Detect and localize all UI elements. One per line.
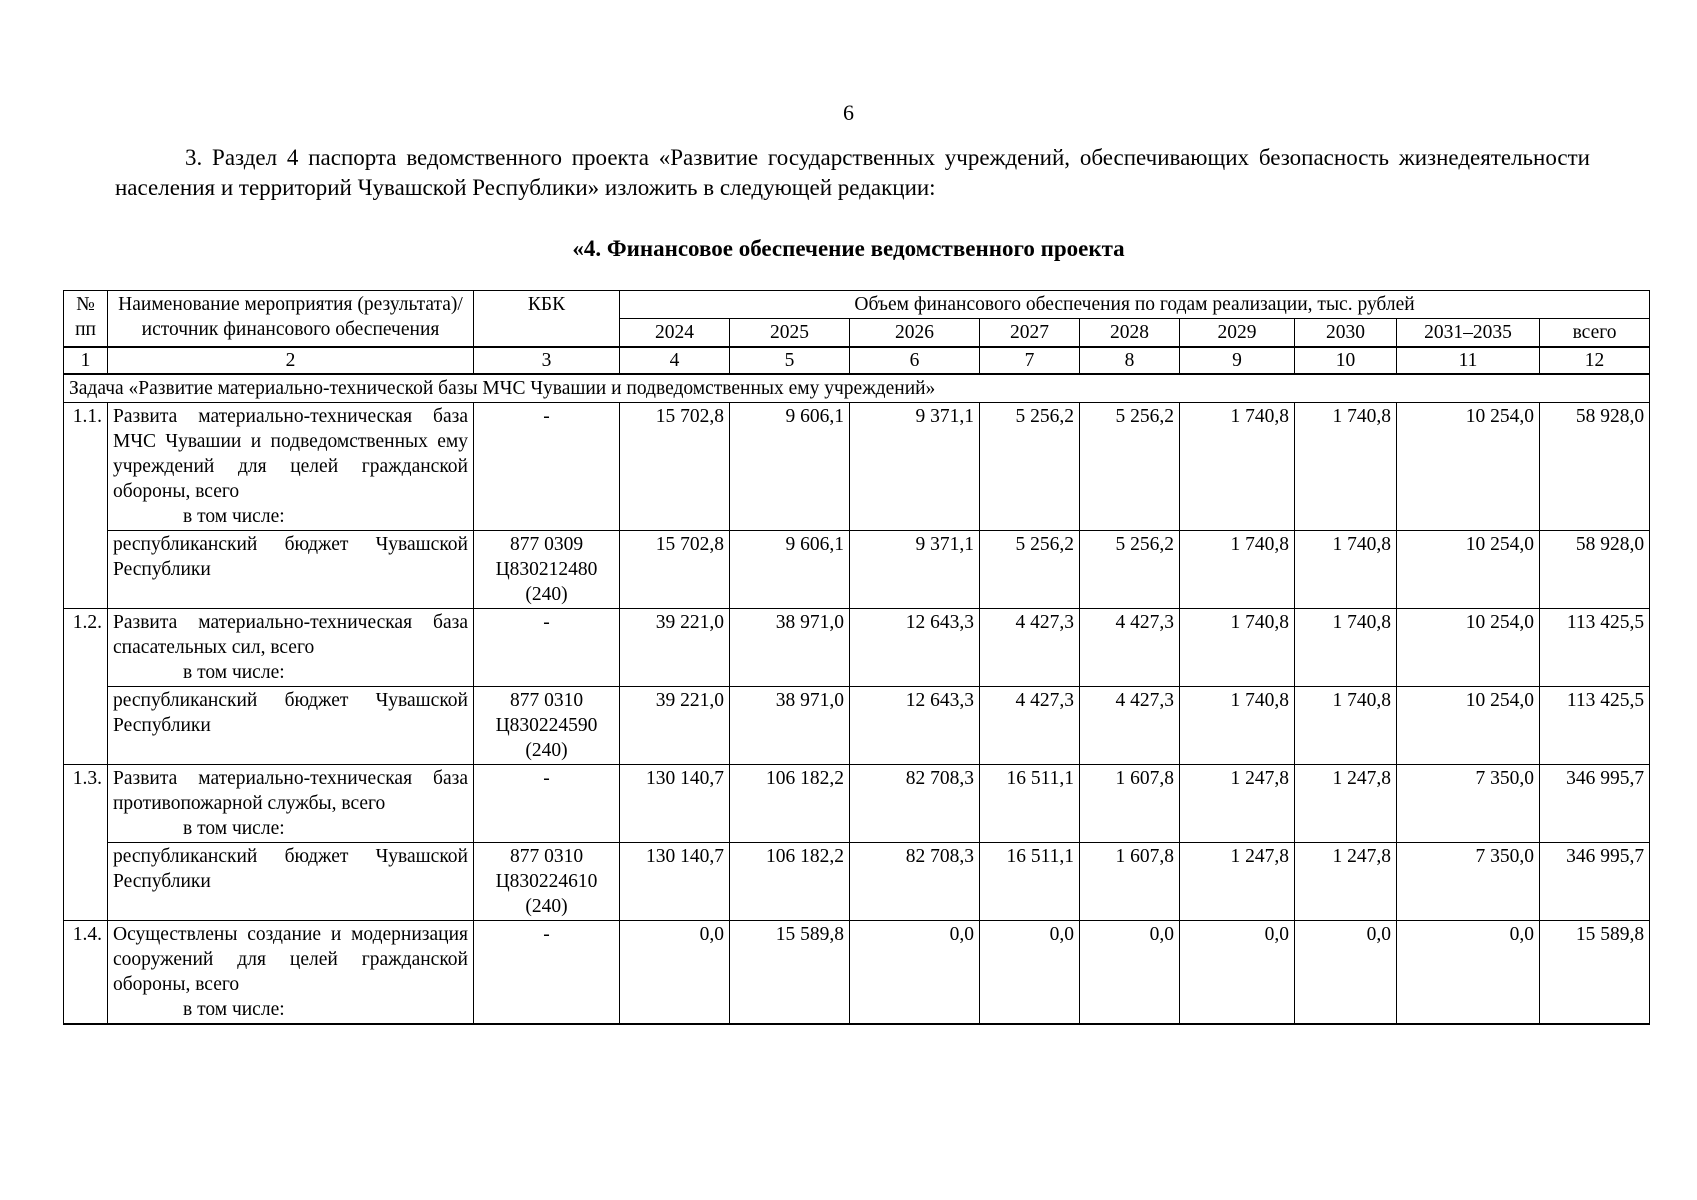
table-body xyxy=(64,374,1650,1024)
intro-paragraph: 3. Раздел 4 паспорта ведомственного проекта «Развитие государственных учреждений, обеспечивающих безопасность жизнедеятельности населения и территорий Чувашской Республики» изложить в следующей редакции: xyxy=(115,145,1590,200)
kbk-cell: - xyxy=(474,765,620,843)
value-cell: 10 254,0 xyxy=(1397,403,1540,531)
column-number: 11 xyxy=(1397,347,1540,374)
source-name: республиканский бюджет Чувашской Республики xyxy=(108,531,474,609)
value-cell: 9 606,1 xyxy=(730,403,850,531)
item-name-text: Развита материально-техническая база противопожарной службы, всего xyxy=(113,768,468,814)
value-cell: 1 247,8 xyxy=(1180,843,1295,921)
task-row xyxy=(64,374,1650,403)
value-cell: 5 256,2 xyxy=(980,531,1080,609)
item-name xyxy=(108,765,474,843)
table-row xyxy=(64,765,1650,843)
item-subnote: в том числе: xyxy=(183,818,285,839)
value-cell: 1 607,8 xyxy=(1080,843,1180,921)
header-volume: Объем финансового обеспечения по годам реализации, тыс. рублей xyxy=(620,291,1650,319)
value-cell: 10 254,0 xyxy=(1397,687,1540,765)
value-cell: 39 221,0 xyxy=(620,609,730,687)
value-cell: 106 182,2 xyxy=(730,843,850,921)
value-cell: 39 221,0 xyxy=(620,687,730,765)
value-cell: 82 708,3 xyxy=(850,843,980,921)
column-number: 10 xyxy=(1295,347,1397,374)
value-cell: 346 995,7 xyxy=(1540,843,1650,921)
column-numbers-row xyxy=(64,347,1650,374)
value-cell: 15 589,8 xyxy=(1540,921,1650,1025)
kbk-cell: - xyxy=(474,403,620,531)
header-no: № пп xyxy=(64,291,108,348)
value-cell: 1 740,8 xyxy=(1180,687,1295,765)
table-row xyxy=(64,403,1650,531)
value-cell: 1 740,8 xyxy=(1180,403,1295,531)
header-year: 2028 xyxy=(1080,319,1180,348)
value-cell: 113 425,5 xyxy=(1540,687,1650,765)
table-row xyxy=(64,921,1650,1025)
row-number: 1.4. xyxy=(64,921,108,1025)
header-year: 2024 xyxy=(620,319,730,348)
value-cell: 4 427,3 xyxy=(1080,609,1180,687)
value-cell: 0,0 xyxy=(620,921,730,1025)
header-total: всего xyxy=(1540,319,1650,348)
column-number: 9 xyxy=(1180,347,1295,374)
item-name xyxy=(108,921,474,1025)
value-cell: 38 971,0 xyxy=(730,687,850,765)
value-cell: 7 350,0 xyxy=(1397,765,1540,843)
value-cell: 12 643,3 xyxy=(850,687,980,765)
value-cell: 58 928,0 xyxy=(1540,531,1650,609)
header-name: Наименование мероприятия (результата)/источник финансового обеспечения xyxy=(108,291,474,348)
column-number: 2 xyxy=(108,347,474,374)
value-cell: 7 350,0 xyxy=(1397,843,1540,921)
value-cell: 16 511,1 xyxy=(980,843,1080,921)
page-number: 6 xyxy=(843,100,854,125)
column-number: 12 xyxy=(1540,347,1650,374)
column-number: 7 xyxy=(980,347,1080,374)
item-name-text: Развита материально-техническая база спасательных сил, всего xyxy=(113,612,468,658)
column-number: 5 xyxy=(730,347,850,374)
financing-table xyxy=(63,290,1650,1025)
value-cell: 9 371,1 xyxy=(850,531,980,609)
header-year: 2027 xyxy=(980,319,1080,348)
value-cell: 346 995,7 xyxy=(1540,765,1650,843)
source-kbk: 877 0309 Ц830212480 (240) xyxy=(474,531,620,609)
value-cell: 15 589,8 xyxy=(730,921,850,1025)
header-year: 2031–2035 xyxy=(1397,319,1540,348)
row-number: 1.3. xyxy=(64,765,108,921)
source-row xyxy=(64,531,1650,609)
value-cell: 10 254,0 xyxy=(1397,531,1540,609)
value-cell: 130 140,7 xyxy=(620,843,730,921)
column-number: 1 xyxy=(64,347,108,374)
value-cell: 1 247,8 xyxy=(1180,765,1295,843)
value-cell: 1 740,8 xyxy=(1295,531,1397,609)
header-year: 2025 xyxy=(730,319,850,348)
value-cell: 1 740,8 xyxy=(1295,687,1397,765)
kbk-cell: - xyxy=(474,609,620,687)
header-year: 2030 xyxy=(1295,319,1397,348)
column-number: 3 xyxy=(474,347,620,374)
item-name xyxy=(108,403,474,531)
source-name: республиканский бюджет Чувашской Республики xyxy=(108,687,474,765)
value-cell: 1 247,8 xyxy=(1295,765,1397,843)
value-cell: 0,0 xyxy=(1295,921,1397,1025)
source-row xyxy=(64,687,1650,765)
value-cell: 16 511,1 xyxy=(980,765,1080,843)
source-row xyxy=(64,843,1650,921)
value-cell: 1 607,8 xyxy=(1080,765,1180,843)
value-cell: 1 740,8 xyxy=(1295,403,1397,531)
value-cell: 12 643,3 xyxy=(850,609,980,687)
task-cell: Задача «Развитие материально-технической базы МЧС Чувашии и подведомственных ему учреждений» xyxy=(64,374,1650,403)
source-kbk: 877 0310 Ц830224590 (240) xyxy=(474,687,620,765)
value-cell: 1 740,8 xyxy=(1180,531,1295,609)
item-name xyxy=(108,609,474,687)
value-cell: 0,0 xyxy=(1080,921,1180,1025)
value-cell: 1 740,8 xyxy=(1180,609,1295,687)
column-number: 4 xyxy=(620,347,730,374)
header-year: 2029 xyxy=(1180,319,1295,348)
value-cell: 58 928,0 xyxy=(1540,403,1650,531)
table-row xyxy=(64,609,1650,687)
value-cell: 10 254,0 xyxy=(1397,609,1540,687)
value-cell: 0,0 xyxy=(850,921,980,1025)
source-name: республиканский бюджет Чувашской Республики xyxy=(108,843,474,921)
item-subnote: в том числе: xyxy=(183,662,285,683)
value-cell: 106 182,2 xyxy=(730,765,850,843)
value-cell: 4 427,3 xyxy=(980,687,1080,765)
value-cell: 0,0 xyxy=(1397,921,1540,1025)
header-year: 2026 xyxy=(850,319,980,348)
value-cell: 113 425,5 xyxy=(1540,609,1650,687)
value-cell: 0,0 xyxy=(1180,921,1295,1025)
item-subnote: в том числе: xyxy=(183,506,285,527)
item-subnote: в том числе: xyxy=(183,999,285,1020)
value-cell: 82 708,3 xyxy=(850,765,980,843)
value-cell: 130 140,7 xyxy=(620,765,730,843)
value-cell: 15 702,8 xyxy=(620,531,730,609)
source-kbk: 877 0310 Ц830224610 (240) xyxy=(474,843,620,921)
value-cell: 9 606,1 xyxy=(730,531,850,609)
row-number: 1.2. xyxy=(64,609,108,765)
kbk-cell: - xyxy=(474,921,620,1025)
value-cell: 5 256,2 xyxy=(1080,403,1180,531)
column-number: 8 xyxy=(1080,347,1180,374)
value-cell: 9 371,1 xyxy=(850,403,980,531)
value-cell: 4 427,3 xyxy=(1080,687,1180,765)
value-cell: 0,0 xyxy=(980,921,1080,1025)
row-number: 1.1. xyxy=(64,403,108,609)
value-cell: 5 256,2 xyxy=(1080,531,1180,609)
value-cell: 38 971,0 xyxy=(730,609,850,687)
value-cell: 4 427,3 xyxy=(980,609,1080,687)
item-name-text: Осуществлены создание и модернизация сооружений для целей гражданской обороны, всего xyxy=(113,924,468,995)
column-number: 6 xyxy=(850,347,980,374)
value-cell: 5 256,2 xyxy=(980,403,1080,531)
section-title: «4. Финансовое обеспечение ведомственного проекта xyxy=(572,236,1125,261)
value-cell: 15 702,8 xyxy=(620,403,730,531)
value-cell: 1 740,8 xyxy=(1295,609,1397,687)
item-name-text: Развита материально-техническая база МЧС Чувашии и подведомственных ему учреждений для целей гражданской обороны, всего xyxy=(113,406,468,502)
value-cell: 1 247,8 xyxy=(1295,843,1397,921)
header-kbk: КБК xyxy=(474,291,620,348)
